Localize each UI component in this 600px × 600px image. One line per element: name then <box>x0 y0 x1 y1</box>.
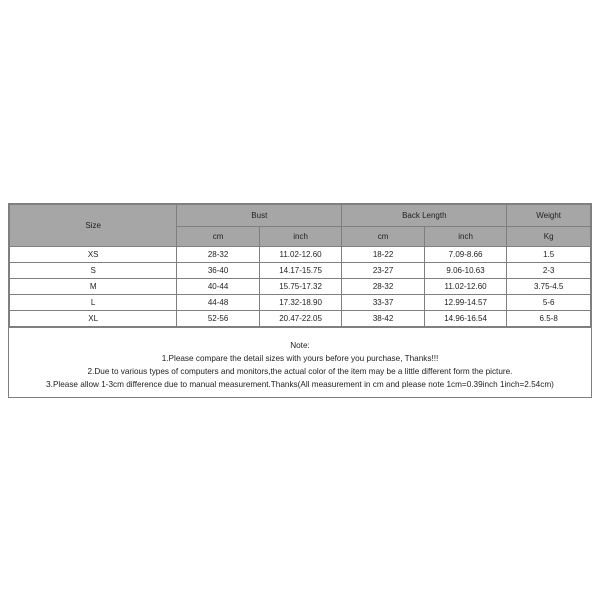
size-cell: XL <box>10 311 177 327</box>
table-row <box>10 279 591 295</box>
back-length-inch-cell: 7.09-8.66 <box>424 247 507 263</box>
bust-inch-cell: 11.02-12.60 <box>259 247 342 263</box>
size-column-header: Size <box>10 205 177 247</box>
bust-inch-cell: 20.47-22.05 <box>259 311 342 327</box>
bust-cm-cell: 28-32 <box>177 247 260 263</box>
back-length-cm-cell: 23-27 <box>342 263 425 279</box>
weight-kg-cell: 6.5-8 <box>507 311 591 327</box>
bust-cm-cell: 52-56 <box>177 311 260 327</box>
size-chart <box>8 203 592 398</box>
note-line: 3.Please allow 1-3cm difference due to manual measurement.Thanks(All measurement in cm and please note 1cm=0.39inch 1inch=2.54cm) <box>46 380 554 389</box>
bust-inch-cell: 17.32-18.90 <box>259 295 342 311</box>
table-row <box>10 295 591 311</box>
back-length-inch-cell: 11.02-12.60 <box>424 279 507 295</box>
size-cell: S <box>10 263 177 279</box>
size-cell: M <box>10 279 177 295</box>
note-line: 1.Please compare the detail sizes with yours before you purchase, Thanks!!! <box>161 354 439 363</box>
table-row <box>10 263 591 279</box>
bust-cm-cell: 36-40 <box>177 263 260 279</box>
back-length-cm-cell: 28-32 <box>342 279 425 295</box>
back-length-inch-cell: 12.99-14.57 <box>424 295 507 311</box>
bust-cm-cell: 40-44 <box>177 279 260 295</box>
table-row <box>10 311 591 327</box>
back-length-cm-cell: 18-22 <box>342 247 425 263</box>
back-length-cm-header: cm <box>342 227 425 247</box>
weight-kg-cell: 5-6 <box>507 295 591 311</box>
weight-kg-cell: 2-3 <box>507 263 591 279</box>
back-length-inch-header: inch <box>424 227 507 247</box>
weight-kg-cell: 3.75-4.5 <box>507 279 591 295</box>
back-length-cm-cell: 38-42 <box>342 311 425 327</box>
bust-inch-header: inch <box>259 227 342 247</box>
back-length-cm-cell: 33-37 <box>342 295 425 311</box>
weight-kg-header: Kg <box>507 227 591 247</box>
notes-section <box>9 327 591 397</box>
back-length-header: Back Length <box>342 205 507 227</box>
table-row <box>10 247 591 263</box>
bust-header: Bust <box>177 205 342 227</box>
size-cell: XS <box>10 247 177 263</box>
size-cell: L <box>10 295 177 311</box>
size-table <box>9 204 591 327</box>
note-line: 2.Due to various types of computers and monitors,the actual color of the item may be a little different form the picture. <box>87 367 513 376</box>
bust-inch-cell: 15.75-17.32 <box>259 279 342 295</box>
bust-inch-cell: 14.17-15.75 <box>259 263 342 279</box>
weight-kg-cell: 1.5 <box>507 247 591 263</box>
bust-cm-header: cm <box>177 227 260 247</box>
back-length-inch-cell: 14.96-16.54 <box>424 311 507 327</box>
back-length-inch-cell: 9.06-10.63 <box>424 263 507 279</box>
notes-title: Note: <box>290 341 310 350</box>
bust-cm-cell: 44-48 <box>177 295 260 311</box>
weight-header: Weight <box>507 205 591 227</box>
